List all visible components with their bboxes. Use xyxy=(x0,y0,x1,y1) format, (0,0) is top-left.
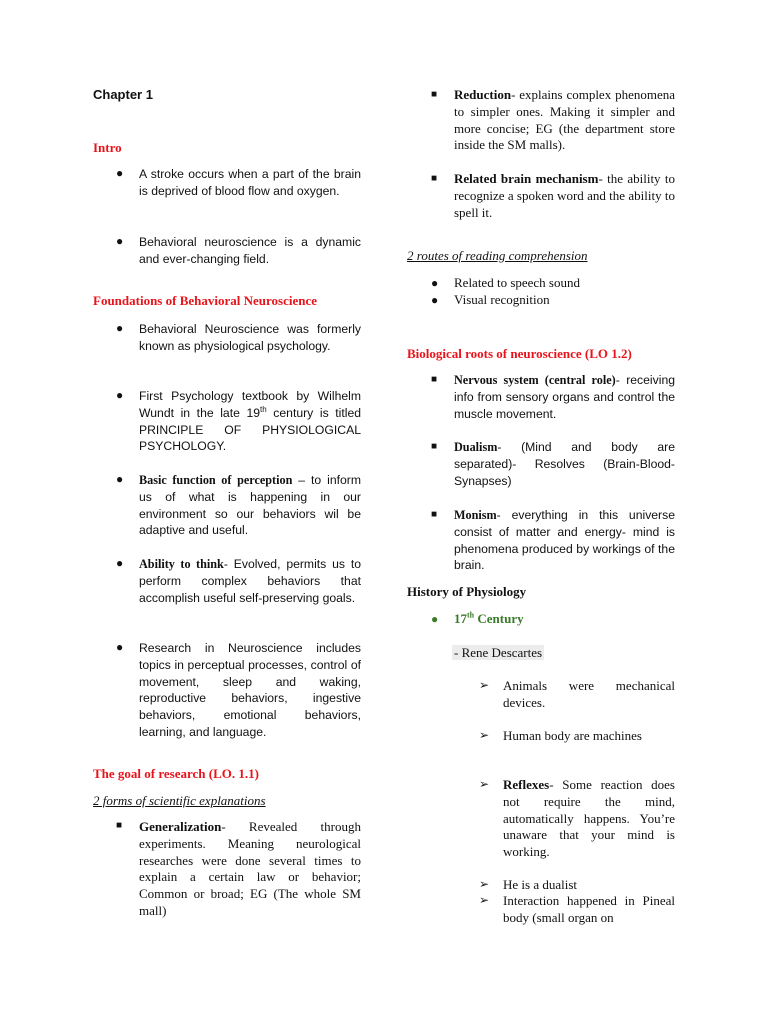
wundt-sup: th xyxy=(260,404,267,414)
routes-item-2: Visual recognition xyxy=(454,292,550,307)
intro-item-1: A stroke occurs when a part of the brain is deprived of blood flow and oxygen. xyxy=(139,167,361,198)
interaction-item: Interaction happened in Pineal body (small organ on xyxy=(503,893,675,925)
foundations-item-2 xyxy=(139,388,361,455)
bullet-icon: ● xyxy=(116,556,124,570)
bullet-icon: ● xyxy=(431,293,439,307)
bullet-icon: ● xyxy=(116,166,124,180)
foundations-item-1: Behavioral Neuroscience was formerly known as physiological psychology. xyxy=(139,322,361,353)
bullet-icon: ● xyxy=(116,388,124,402)
bullet-icon: ● xyxy=(431,276,439,290)
generalization-item xyxy=(139,819,361,920)
century-rest: Century xyxy=(474,611,524,626)
think-term: Ability to think xyxy=(139,557,224,571)
perception-term: Basic function of perception xyxy=(139,473,293,487)
arrow-bullet-icon: ➢ xyxy=(479,728,490,742)
forms-heading: 2 forms of scientific explanations xyxy=(93,793,266,808)
reduction-text: - explains complex phenomena to simpler ones. Making it simpler and more concise; EG (the department store inside the SM malls). xyxy=(454,87,675,153)
arrow-bullet-icon: ➢ xyxy=(479,877,490,891)
wundt-text: First Psychology textbook by Wilhelm Wundt in the late 19 xyxy=(139,389,361,420)
dualist-item: He is a dualist xyxy=(503,877,578,892)
descartes-text: - Rene Descartes xyxy=(454,645,543,660)
arrow-bullet-icon: ➢ xyxy=(479,678,490,692)
nervous-text: - receiving info from sensory organs and control the muscle movement. xyxy=(454,373,675,421)
nervous-item xyxy=(454,372,675,422)
bullet-icon: ● xyxy=(116,321,124,335)
intro-heading: Intro xyxy=(93,140,122,155)
square-bullet-icon: ■ xyxy=(116,820,123,831)
research-item: Research in Neuroscience includes topics in perceptual processes, control of movement, sleep and waking, reproductive behaviors, ingestive behaviors, emotional behaviors, learning, and language. xyxy=(139,641,361,739)
square-bullet-icon: ■ xyxy=(431,374,438,385)
routes-heading: 2 routes of reading comprehension xyxy=(407,248,588,263)
dualism-text: - (Mind and body are separated)- Resolves (Brain-Blood-Synapses) xyxy=(454,440,675,488)
bullet-icon: ● xyxy=(116,640,124,654)
animals-item: Animals were mechanical devices. xyxy=(503,678,675,710)
wundt-text-2: century is titled PRINCIPLE OF PHYSIOLOGICAL PSYCHOLOGY. xyxy=(139,405,362,454)
human-item: Human body are machines xyxy=(503,728,642,743)
bullet-icon: ● xyxy=(116,234,124,248)
foundations-heading: Foundations of Behavioral Neuroscience xyxy=(93,293,318,308)
century-num: 17 xyxy=(454,611,467,626)
perception-text: – to inform us of what is happening in our environment so our behaviors wil be adaptive and useful. xyxy=(139,473,361,538)
century-heading xyxy=(454,611,524,627)
nervous-term: Nervous system (central role) xyxy=(454,373,616,387)
monism-item xyxy=(454,507,675,574)
reflexes-text: - Some reaction does not require the mind, automatically happens. You’re unaware that your mind is working. xyxy=(503,777,675,860)
monism-text: - everything in this universe consist of matter and energy- mind is phenomena produced by workings of the brain. xyxy=(454,508,675,573)
reflexes-item xyxy=(503,777,675,861)
dualism-item xyxy=(454,439,675,489)
reduction-term: Reduction xyxy=(454,87,512,102)
bullet-icon: ● xyxy=(431,612,439,626)
related-text: - the ability to recognize a spoken word and the ability to spell it. xyxy=(454,171,675,220)
generalization-term: Generalization xyxy=(139,819,222,834)
square-bullet-icon: ■ xyxy=(431,441,438,452)
dualism-term: Dualism xyxy=(454,440,498,454)
history-heading: History of Physiology xyxy=(407,584,527,599)
arrow-bullet-icon: ➢ xyxy=(479,777,490,791)
perception-item xyxy=(139,472,361,539)
goal-heading: The goal of research (LO. 1.1) xyxy=(93,766,259,781)
square-bullet-icon: ■ xyxy=(431,89,438,100)
monism-term: Monism xyxy=(454,508,497,522)
descartes-line xyxy=(452,645,544,662)
reduction-item xyxy=(454,87,675,154)
routes-item-1: Related to speech sound xyxy=(454,275,580,290)
related-item xyxy=(454,171,675,221)
bullet-icon: ● xyxy=(116,472,124,486)
square-bullet-icon: ■ xyxy=(431,173,438,184)
related-term: Related brain mechanism xyxy=(454,171,599,186)
intro-item-2: Behavioral neuroscience is a dynamic and ever-changing field. xyxy=(139,235,361,266)
think-text: - Evolved, permits us to perform complex behaviors that accomplish useful self-preserving goals. xyxy=(139,557,361,605)
square-bullet-icon: ■ xyxy=(431,509,438,520)
generalization-text: - Revealed through experiments. Meaning neurological researches were done several times to explain a certain law or behavior; Common or broad; EG (The whole SM mall) xyxy=(139,819,361,918)
chapter-title: Chapter 1 xyxy=(93,87,153,102)
arrow-bullet-icon: ➢ xyxy=(479,893,490,907)
century-sup: th xyxy=(467,610,475,620)
bio-heading: Biological roots of neuroscience (LO 1.2) xyxy=(407,346,632,361)
reflexes-term: Reflexes xyxy=(503,777,550,792)
think-item xyxy=(139,556,361,606)
